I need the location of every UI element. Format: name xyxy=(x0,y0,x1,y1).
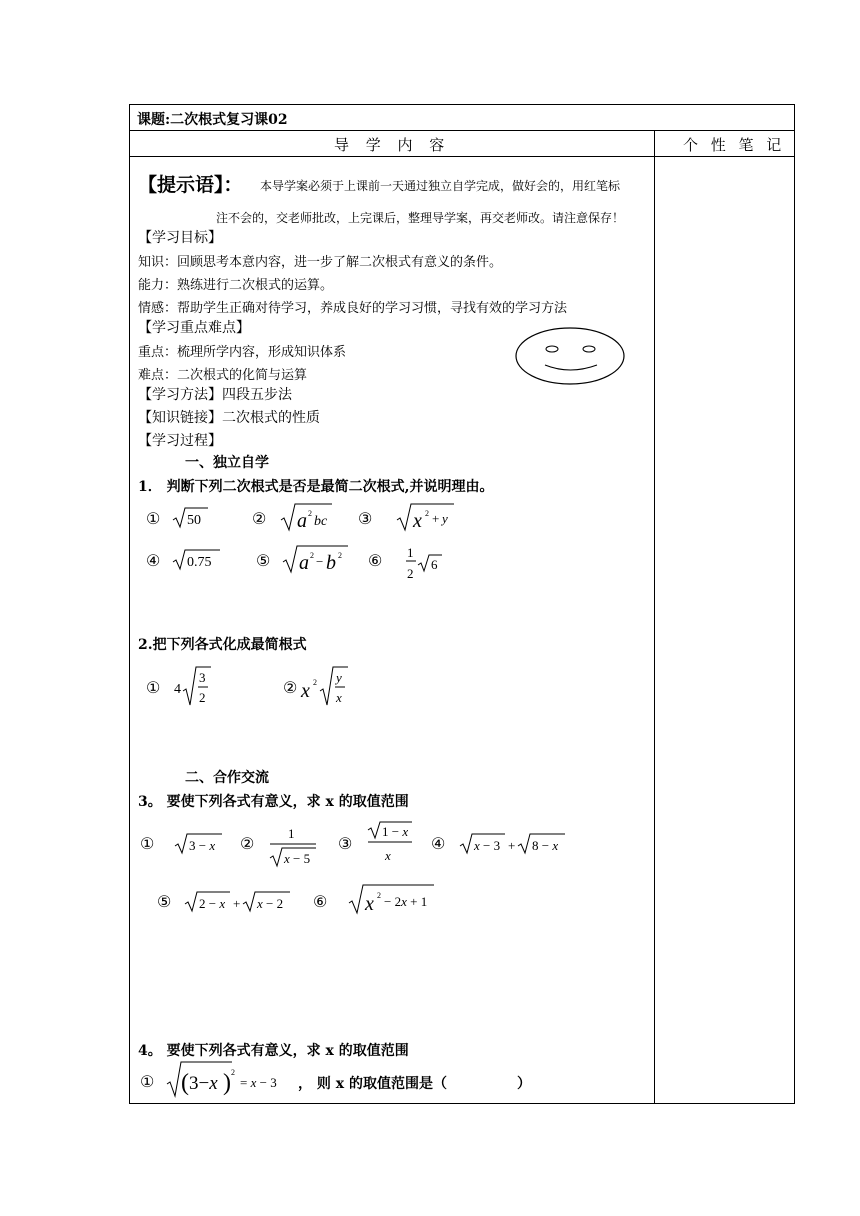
svg-text:y: y xyxy=(442,511,448,526)
section-1-heading: 一、独立自学 xyxy=(185,455,269,471)
svg-text:1: 1 xyxy=(288,826,295,841)
svg-text:2: 2 xyxy=(425,509,429,518)
process-heading: 【学习过程】 xyxy=(138,433,222,449)
svg-text:a: a xyxy=(297,510,307,532)
svg-text:4: 4 xyxy=(174,682,181,697)
q3-marker-3: ③ xyxy=(338,834,353,853)
q3-marker-5: ⑤ xyxy=(157,892,172,911)
header-divider xyxy=(130,156,794,157)
q3-marker-4: ④ xyxy=(431,834,446,853)
svg-text:3 − x: 3 − x xyxy=(189,838,216,853)
svg-text:50: 50 xyxy=(187,513,201,528)
marker-2: ② xyxy=(252,509,267,528)
svg-text:− 2x + 1: − 2x + 1 xyxy=(384,894,428,909)
question-4: 4。 要使下列各式有意义，求 x 的取值范围 xyxy=(138,1043,409,1059)
svg-text:(: ( xyxy=(181,1070,189,1096)
svg-text:3: 3 xyxy=(199,670,206,685)
q3-marker-2: ② xyxy=(240,834,255,853)
key-focus: 重点：梳理所学内容，形成知识体系 xyxy=(138,345,347,360)
expr-sqrt-x2-2x-1 xyxy=(348,883,438,915)
svg-text:1 − x: 1 − x xyxy=(382,824,409,839)
svg-text:x: x xyxy=(336,690,342,705)
svg-text:= x − 3: = x − 3 xyxy=(240,1075,277,1090)
column-divider xyxy=(654,131,655,1103)
svg-text:bc: bc xyxy=(314,514,328,529)
key-difficulty: 难点：二次根式的化简与运算 xyxy=(138,368,308,383)
q2-marker-1: ① xyxy=(146,678,161,697)
question-1: 1． 判断下列二次根式是否是最简二次根式,并说明理由。 xyxy=(138,479,494,495)
expr-1-over-sqrt-x-minus-5 xyxy=(268,824,320,870)
svg-text:x: x xyxy=(385,848,391,863)
lesson-title: 课题:二次根式复习课02 xyxy=(137,112,288,128)
method-line: 【学习方法】四段五步法 xyxy=(138,387,292,403)
q4-marker-1: ① xyxy=(140,1072,155,1091)
expr-sqrt-0.75 xyxy=(172,548,222,572)
notes-column-header: 个 性 笔 记 xyxy=(683,136,786,154)
expr-sqrt-3-x-squared-eq-x-3 xyxy=(166,1060,296,1100)
svg-text:8 − x: 8 − x xyxy=(532,838,559,853)
svg-text:2 − x: 2 − x xyxy=(199,896,226,911)
svg-text:y: y xyxy=(336,670,342,685)
svg-text:2: 2 xyxy=(313,678,317,687)
smiley-face-icon xyxy=(515,327,625,385)
section-2-heading: 二、合作交流 xyxy=(185,770,269,786)
q3-marker-6: ⑥ xyxy=(313,892,328,911)
expr-sqrt-x2-plus-y xyxy=(396,502,458,532)
goal-knowledge: 知识：回顾思考本意内容，进一步了解二次根式有意义的条件。 xyxy=(138,255,503,270)
svg-text:x − 5: x − 5 xyxy=(284,851,311,866)
expr-sqrt-50 xyxy=(172,506,212,530)
svg-text:6: 6 xyxy=(431,557,438,572)
expr-sqrt-3-minus-x xyxy=(174,832,224,856)
svg-text:2: 2 xyxy=(310,551,314,560)
expr-half-sqrt-6 xyxy=(404,543,444,583)
expr-sqrt-x-3-plus-sqrt-8-x xyxy=(459,832,569,856)
svg-text:x − 2: x − 2 xyxy=(257,896,284,911)
tip-line-1: 本导学案必须于上课前一天通过独立自学完成，做好会的，用红笔标 xyxy=(260,179,621,193)
main-column-header: 导 学 内 容 xyxy=(334,136,451,154)
svg-text:3−x: 3−x xyxy=(189,1073,218,1094)
goals-heading: 【学习目标】 xyxy=(138,230,222,246)
svg-text:+: + xyxy=(508,838,516,853)
title-divider xyxy=(130,130,794,131)
expr-x2-sqrt-y-over-x xyxy=(300,665,350,711)
goal-ability: 能力：熟练进行二次根式的运算。 xyxy=(138,278,334,293)
expr-sqrt-a2-minus-b2 xyxy=(282,544,350,574)
expr-sqrt-a2bc xyxy=(280,502,334,532)
expr-4-sqrt-3-over-2 xyxy=(173,665,213,711)
tip-label: 【提示语】： xyxy=(138,174,243,196)
tip-line-2: 注不会的，交老师批改，上完课后，整理导学案，再交老师改。请注意保存！ xyxy=(216,211,625,225)
svg-text:x: x xyxy=(413,510,422,532)
svg-text:x − 3: x − 3 xyxy=(474,838,501,853)
svg-text:2: 2 xyxy=(199,690,206,705)
key-heading: 【学习重点难点】 xyxy=(138,320,250,336)
svg-text:−: − xyxy=(316,554,324,569)
svg-text:a: a xyxy=(299,552,309,574)
svg-text:2: 2 xyxy=(407,566,414,581)
svg-text:x: x xyxy=(365,893,374,915)
marker-5: ⑤ xyxy=(256,551,271,570)
question-2: 2.把下列各式化成最简根式 xyxy=(138,637,307,653)
q3-marker-1: ① xyxy=(140,834,155,853)
marker-4: ④ xyxy=(146,551,161,570)
svg-text:): ) xyxy=(223,1070,231,1096)
q2-marker-2: ② xyxy=(283,678,298,697)
expr-sqrt-1-minus-x-over-x xyxy=(366,820,416,866)
svg-text:2: 2 xyxy=(231,1068,235,1077)
expr-sqrt-2-x-plus-sqrt-x-2 xyxy=(184,890,294,914)
question-3: 3。 要使下列各式有意义，求 x 的取值范围 xyxy=(138,794,409,810)
q4-range-prompt: ， 则 x 的取值范围是（ ） xyxy=(298,1076,531,1092)
marker-6: ⑥ xyxy=(368,551,383,570)
svg-text:+: + xyxy=(432,511,440,526)
svg-text:2: 2 xyxy=(377,891,381,900)
marker-1: ① xyxy=(146,509,161,528)
svg-text:2: 2 xyxy=(338,551,342,560)
svg-text:1: 1 xyxy=(407,545,414,560)
link-line: 【知识链接】二次根式的性质 xyxy=(138,410,320,426)
svg-text:b: b xyxy=(326,552,336,574)
svg-text:x: x xyxy=(301,680,310,702)
marker-3: ③ xyxy=(358,509,373,528)
goal-emotion: 情感：帮助学生正确对待学习，养成良好的学习习惯，寻找有效的学习方法 xyxy=(138,301,568,316)
svg-text:0.75: 0.75 xyxy=(187,555,212,570)
svg-text:+: + xyxy=(233,896,241,911)
svg-text:2: 2 xyxy=(308,509,312,518)
